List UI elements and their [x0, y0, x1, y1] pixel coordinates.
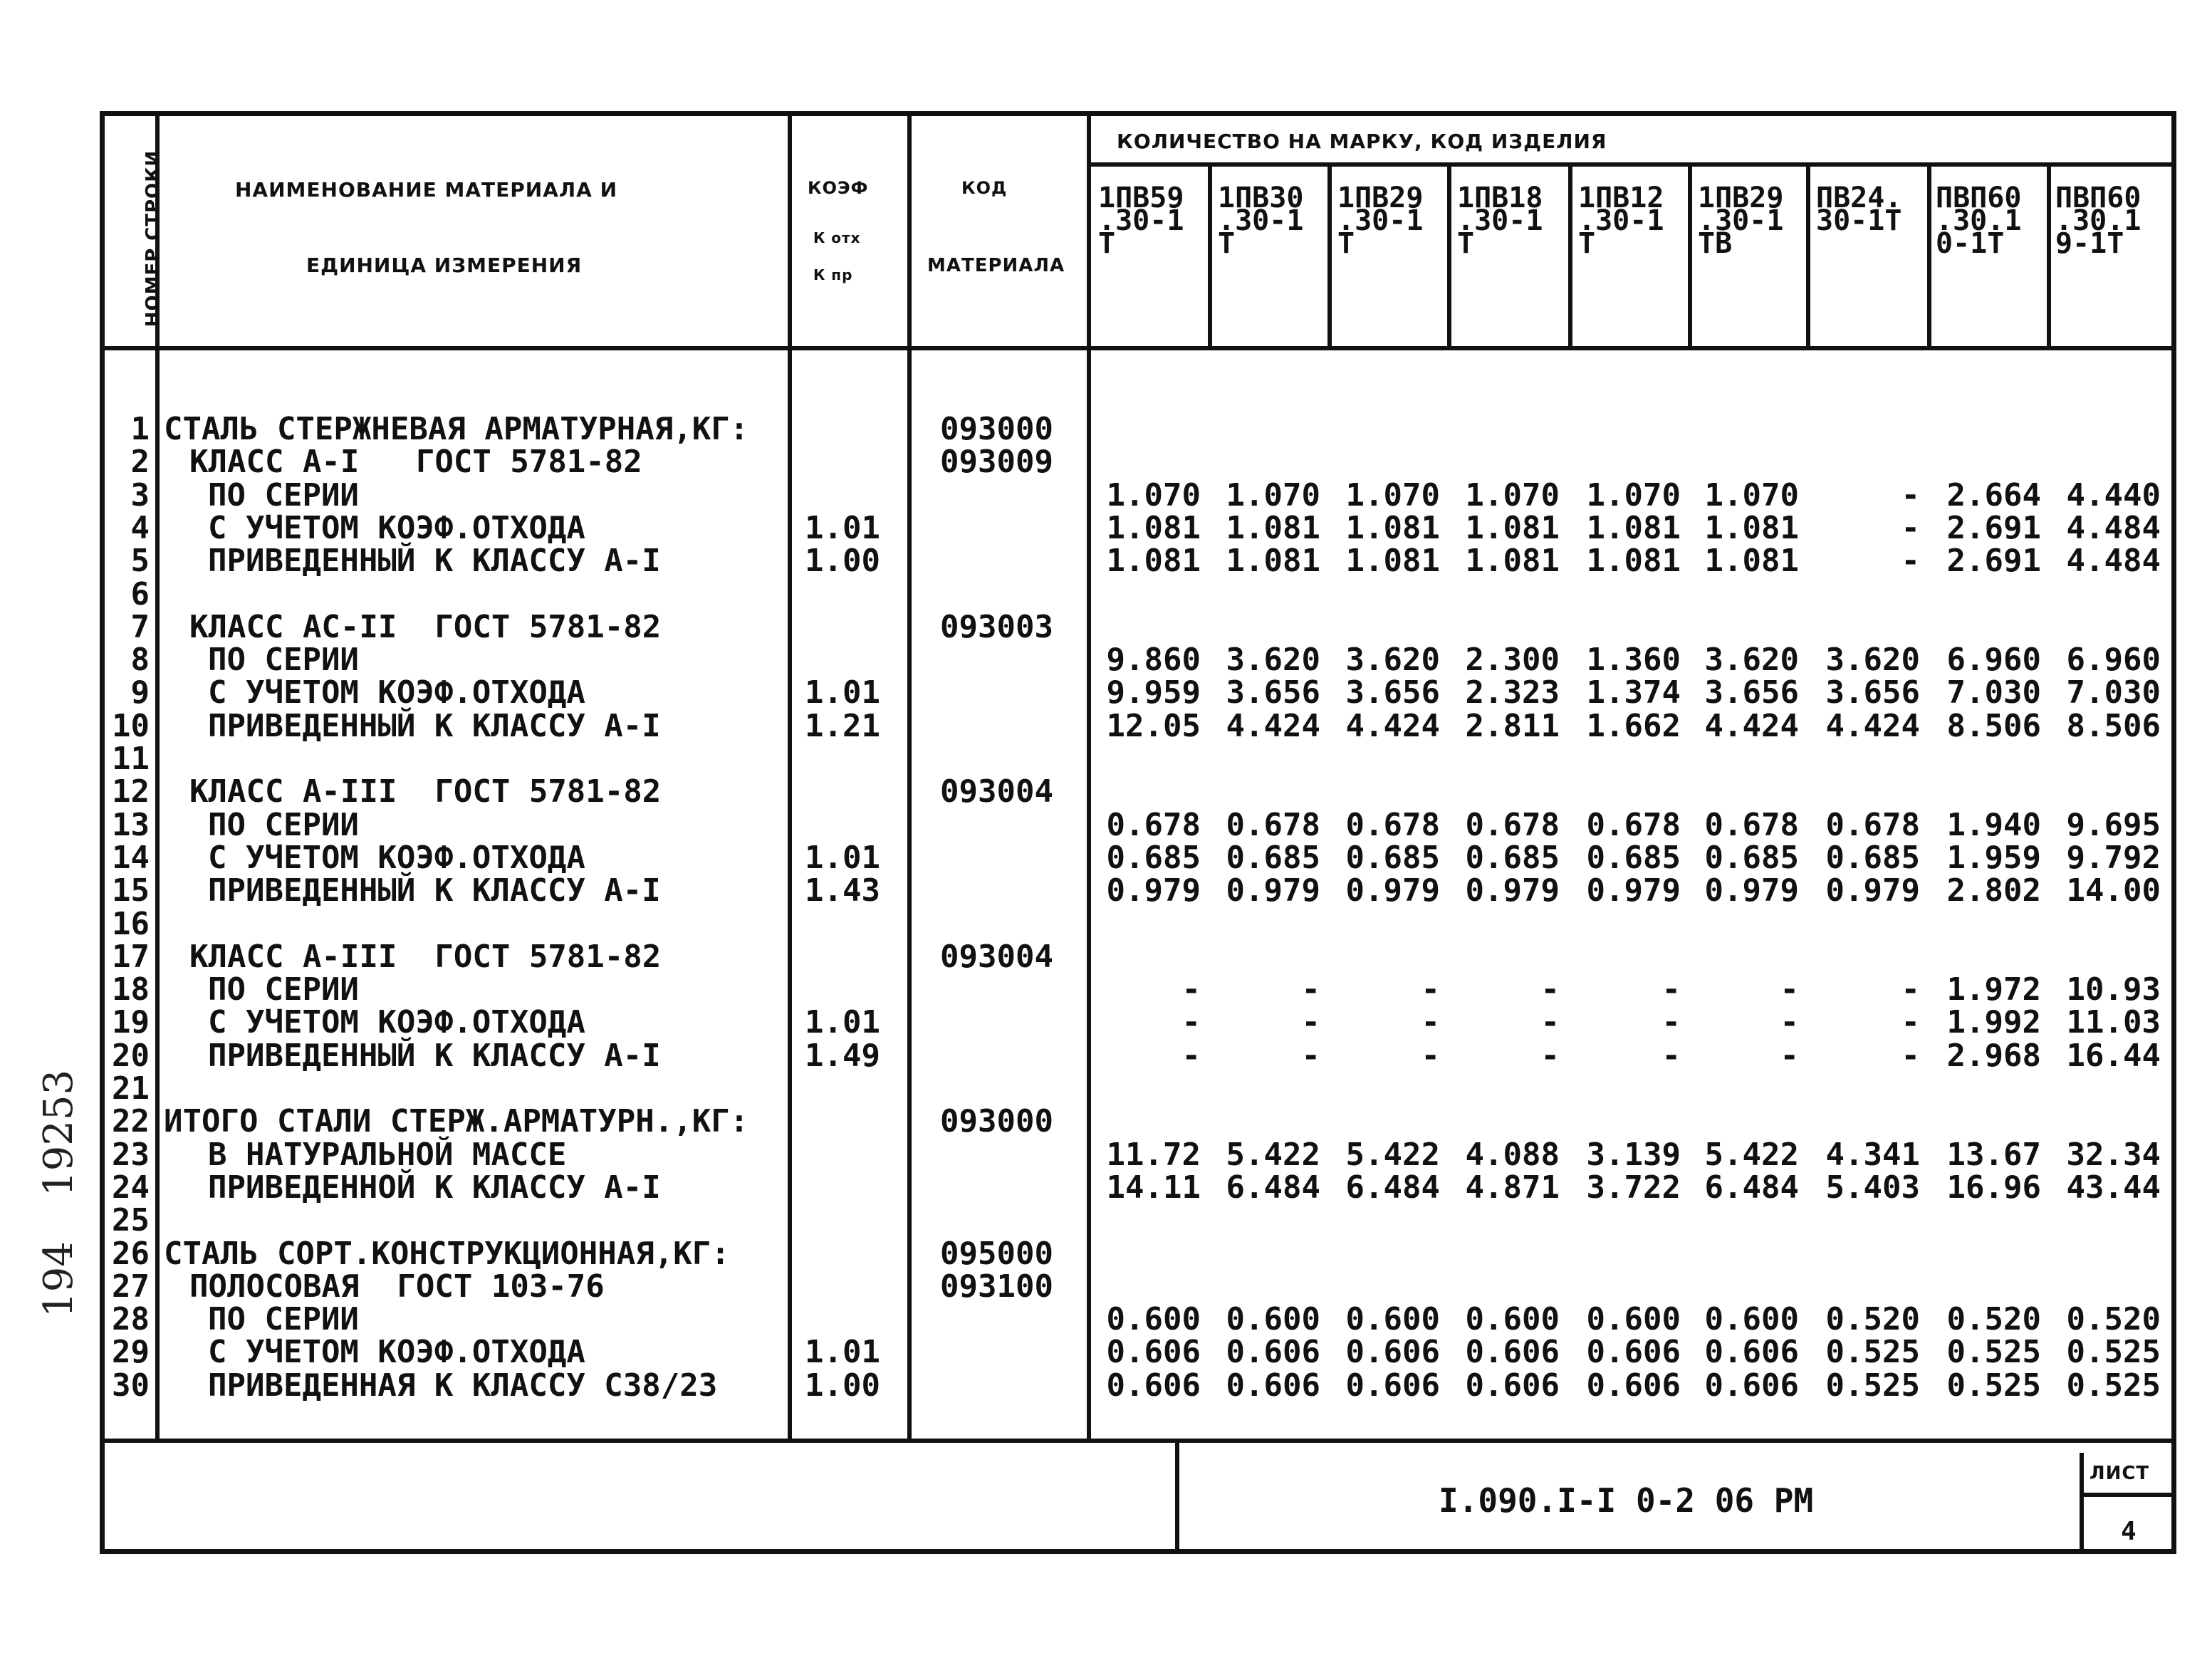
row-number: 15	[112, 872, 150, 909]
sheet-number: 4	[2121, 1517, 2137, 1546]
product-code-5: 1ПВ12 .30-1 Т	[1578, 182, 1664, 260]
material-name: В НАТУРАЛЬНОЙ МАССЕ	[208, 1136, 567, 1173]
product-code-2: 1ПВ30 .30-1 Т	[1218, 182, 1304, 260]
row-number: 19	[112, 1004, 150, 1041]
product-code-8: ПВП60 .30.1 0-1Т	[1936, 182, 2022, 260]
sheet-divider	[2080, 1453, 2084, 1554]
material-name: С УЧЕТОМ КОЭФ.ОТХОДА	[208, 509, 585, 546]
quantity-cell: 0.606	[1106, 1367, 1201, 1404]
quantity-cell: 14.11	[1106, 1169, 1201, 1206]
koef-value: 1.21	[805, 707, 880, 744]
quantity-cell: -	[1181, 971, 1201, 1008]
table-row	[0, 1105, 2212, 1138]
table-row	[0, 575, 2212, 612]
material-name: КЛАСС АС-II ГОСТ 5781-82	[189, 608, 662, 645]
quantity-cell: 0.678	[1345, 806, 1440, 843]
koef-value: 1.00	[805, 543, 880, 580]
product-code-9: ПВП60 .30.1 9-1Т	[2055, 182, 2141, 260]
row-number: 14	[112, 839, 150, 876]
row-number: 21	[112, 1070, 150, 1107]
quantity-cell: 2.691	[1946, 509, 2041, 546]
quantity-cell: 16.44	[2066, 1037, 2161, 1074]
material-name: ПРИВЕДЕННАЯ К КЛАССУ С38/23	[208, 1367, 718, 1404]
qty-col-line	[1447, 165, 1451, 348]
quantity-cell: 0.600	[1226, 1301, 1320, 1338]
quantity-cell: 1.992	[1946, 1004, 2041, 1041]
quantity-cell: 0.600	[1106, 1301, 1201, 1338]
table-row	[0, 707, 2212, 744]
quantity-cell: -	[1181, 1004, 1201, 1041]
quantity-cell: 1.081	[1704, 509, 1799, 546]
quantity-cell: 0.979	[1106, 872, 1201, 909]
quantity-cell: 11.72	[1106, 1136, 1201, 1173]
row-number: 3	[130, 476, 150, 513]
quantity-cell: 0.600	[1586, 1301, 1681, 1338]
row-number: 12	[112, 773, 150, 810]
quantity-cell: 0.525	[2066, 1367, 2161, 1404]
quantity-cell: 0.678	[1226, 806, 1320, 843]
quantity-cell: -	[1661, 971, 1681, 1008]
quantity-cell: 0.525	[1825, 1334, 1920, 1371]
material-name: ПРИВЕДЕННЫЙ К КЛАССУ А-I	[208, 707, 661, 744]
quantity-cell: -	[1901, 971, 1920, 1008]
table-row	[0, 743, 2212, 776]
qty-col-line	[1688, 165, 1692, 348]
quantity-cell: -	[1780, 1004, 1799, 1041]
quantity-cell: 0.606	[1106, 1334, 1201, 1371]
table-row	[0, 905, 2212, 942]
quantity-cell: 4.424	[1226, 707, 1320, 744]
quantity-cell: 0.979	[1345, 872, 1440, 909]
quantity-cell: 0.685	[1345, 839, 1440, 876]
quantity-cell: 4.871	[1465, 1169, 1560, 1206]
document-code: I.090.I-I 0-2 06 РМ	[1439, 1481, 1814, 1520]
table-row	[0, 806, 2212, 843]
quantity-cell: 3.620	[1226, 642, 1320, 679]
table-row	[0, 1006, 2212, 1039]
table-row	[0, 1303, 2212, 1336]
material-name: ПРИВЕДЕННОЙ К КЛАССУ А-I	[208, 1169, 661, 1206]
quantity-cell: 3.656	[1825, 674, 1920, 711]
material-name: С УЧЕТОМ КОЭФ.ОТХОДА	[208, 839, 585, 876]
product-code-7: ПВ24. 30-1Т	[1816, 182, 1902, 237]
table-row	[0, 839, 2212, 876]
quantity-cell: -	[1540, 971, 1560, 1008]
quantity-cell: 3.656	[1704, 674, 1799, 711]
quantity-cell: 0.979	[1226, 872, 1320, 909]
quantity-cell: -	[1301, 1037, 1320, 1074]
quantity-cell: 7.030	[2066, 674, 2161, 711]
quantity-cell: 1.081	[1226, 543, 1320, 580]
quantity-cell: 0.685	[1704, 839, 1799, 876]
table-row	[0, 1136, 2212, 1173]
row-number: 13	[112, 806, 150, 843]
quantity-cell: 0.606	[1704, 1334, 1799, 1371]
quantity-cell: 9.695	[2066, 806, 2161, 843]
quantity-cell: -	[1181, 1037, 1201, 1074]
quantity-cell: 3.139	[1586, 1136, 1681, 1173]
material-code: 093100	[940, 1268, 1053, 1305]
row-number: 28	[112, 1301, 150, 1338]
quantity-cell: 1.070	[1106, 476, 1201, 513]
quantity-cell: 9.792	[2066, 839, 2161, 876]
quantity-cell: 3.722	[1586, 1169, 1681, 1206]
qty-col-line	[1327, 165, 1332, 348]
quantity-cell: 10.93	[2066, 971, 2161, 1008]
quantity-cell: 3.656	[1226, 674, 1320, 711]
row-number: 2	[130, 444, 150, 481]
quantity-cell: 5.422	[1226, 1136, 1320, 1173]
row-number: 26	[112, 1235, 150, 1272]
quantity-cell: 5.422	[1345, 1136, 1440, 1173]
quantity-cell: 0.685	[1825, 839, 1920, 876]
row-number: 25	[112, 1202, 150, 1239]
table-row	[0, 476, 2212, 513]
quantity-cell: 0.525	[1825, 1367, 1920, 1404]
material-name: ПО СЕРИИ	[208, 476, 359, 513]
material-name: КЛАСС А-I ГОСТ 5781-82	[189, 444, 642, 481]
quantity-cell: 2.968	[1946, 1037, 2041, 1074]
row-number: 11	[112, 741, 150, 777]
quantity-cell: 0.606	[1465, 1334, 1560, 1371]
quantity-cell: 4.424	[1345, 707, 1440, 744]
table-row	[0, 1369, 2212, 1402]
row-number: 18	[112, 971, 150, 1008]
material-name: ПРИВЕДЕННЫЙ К КЛАССУ А-I	[208, 543, 661, 580]
material-name: ПО СЕРИИ	[208, 806, 359, 843]
koef-value: 1.01	[805, 839, 880, 876]
quantity-cell: 1.081	[1345, 543, 1440, 580]
table-row	[0, 971, 2212, 1008]
table-row	[0, 644, 2212, 677]
material-code: 093000	[940, 411, 1053, 447]
quantity-cell: -	[1901, 476, 1920, 513]
quantity-cell: 0.520	[1946, 1301, 2041, 1338]
material-name: СТАЛЬ СТЕРЖНЕВАЯ АРМАТУРНАЯ,КГ:	[164, 411, 749, 447]
quantity-cell: 6.960	[2066, 642, 2161, 679]
quantity-cell: 4.424	[1825, 707, 1920, 744]
quantity-cell: 3.620	[1345, 642, 1440, 679]
name-header-line1: НАИМЕНОВАНИЕ МАТЕРИАЛА И	[235, 178, 618, 202]
table-row	[0, 1235, 2212, 1272]
material-name: ПРИВЕДЕННЫЙ К КЛАССУ А-I	[208, 1037, 661, 1074]
material-code: 093009	[940, 444, 1053, 481]
row-number: 22	[112, 1103, 150, 1140]
material-name: СТАЛЬ СОРТ.КОНСТРУКЦИОННАЯ,КГ:	[164, 1235, 730, 1272]
sheet-label: ЛИСТ	[2090, 1463, 2150, 1484]
material-name: ПРИВЕДЕННЫЙ К КЛАССУ А-I	[208, 872, 661, 909]
quantity-cell: 0.520	[1825, 1301, 1920, 1338]
quantity-cell: 8.506	[2066, 707, 2161, 744]
quantity-cell: 0.525	[1946, 1334, 2041, 1371]
quantity-cell: 6.484	[1345, 1169, 1440, 1206]
product-code-6: 1ПВ29 .30-1 ТВ	[1698, 182, 1784, 260]
quantity-cell: 2.691	[1946, 543, 2041, 580]
quantity-cell: 0.979	[1586, 872, 1681, 909]
quantity-cell: 1.070	[1586, 476, 1681, 513]
material-name: ПО СЕРИИ	[208, 971, 359, 1008]
quantity-cell: 0.606	[1586, 1367, 1681, 1404]
koef-value: 1.00	[805, 1367, 880, 1404]
quantity-cell: 0.979	[1825, 872, 1920, 909]
quantity-cell: 1.374	[1586, 674, 1681, 711]
quantity-cell: 2.664	[1946, 476, 2041, 513]
koef-value: 1.43	[805, 872, 880, 909]
quantity-cell: -	[1540, 1004, 1560, 1041]
quantity-cell: 12.05	[1106, 707, 1201, 744]
material-name: С УЧЕТОМ КОЭФ.ОТХОДА	[208, 1004, 585, 1041]
table-row	[0, 413, 2212, 446]
code-header-line2: МАТЕРИАЛА	[927, 255, 1065, 276]
quantity-cell: 4.424	[1704, 707, 1799, 744]
qty-col-line	[1927, 165, 1931, 348]
row-number: 5	[130, 543, 150, 580]
quantity-cell: 8.506	[1946, 707, 2041, 744]
material-code: 093004	[940, 938, 1053, 975]
koef-value: 1.01	[805, 1004, 880, 1041]
titleblock-divider	[1175, 1439, 1179, 1554]
quantity-cell: 3.620	[1704, 642, 1799, 679]
quantity-cell: 1.662	[1586, 707, 1681, 744]
quantity-cell: 1.081	[1106, 509, 1201, 546]
quantity-cell: 1.081	[1704, 543, 1799, 580]
sheet-label-line	[2080, 1493, 2176, 1497]
quantity-cell: 0.606	[1345, 1367, 1440, 1404]
quantity-cell: 0.685	[1106, 839, 1201, 876]
row-number: 27	[112, 1268, 150, 1305]
quantity-cell: 6.484	[1226, 1169, 1320, 1206]
quantity-cell: 1.070	[1704, 476, 1799, 513]
material-code: 093000	[940, 1103, 1053, 1140]
row-number: 23	[112, 1136, 150, 1173]
material-name: ПО СЕРИИ	[208, 642, 359, 679]
quantity-cell: 11.03	[2066, 1004, 2161, 1041]
material-name: КЛАСС А-III ГОСТ 5781-82	[189, 938, 662, 975]
code-header-line1: КОД	[961, 178, 1008, 198]
quantity-cell: 0.525	[1946, 1367, 2041, 1404]
quantity-cell: 16.96	[1946, 1169, 2041, 1206]
row-number-header: НОМЕР СТРОКИ	[142, 150, 164, 328]
table-row	[0, 1204, 2212, 1237]
table-row	[0, 545, 2212, 578]
quantity-cell: -	[1780, 971, 1799, 1008]
material-name: С УЧЕТОМ КОЭФ.ОТХОДА	[208, 674, 585, 711]
product-code-3: 1ПВ29 .30-1 Т	[1337, 182, 1424, 260]
table-row	[0, 1037, 2212, 1074]
quantity-cell: -	[1301, 971, 1320, 1008]
row-number: 20	[112, 1037, 150, 1074]
quantity-cell: 0.606	[1465, 1367, 1560, 1404]
quantity-cell: 2.323	[1465, 674, 1560, 711]
quantity-cell: 0.979	[1465, 872, 1560, 909]
table-row	[0, 608, 2212, 645]
quantity-cell: 1.070	[1226, 476, 1320, 513]
koef-pr-header: К пр	[813, 266, 853, 283]
row-number: 4	[130, 509, 150, 546]
qty-col-line	[1568, 165, 1572, 348]
row-number: 7	[130, 608, 150, 645]
quantity-cell: -	[1901, 543, 1920, 580]
koef-value: 1.01	[805, 1334, 880, 1371]
quantity-cell: 4.484	[2066, 509, 2161, 546]
quantity-cell: 4.440	[2066, 476, 2161, 513]
koef-value: 1.01	[805, 509, 880, 546]
quantity-cell: 0.606	[1704, 1367, 1799, 1404]
quantity-cell: 5.422	[1704, 1136, 1799, 1173]
qty-header-line	[1087, 162, 2176, 167]
margin-note-page: 194	[36, 1241, 82, 1317]
quantity-cell: 0.600	[1704, 1301, 1799, 1338]
table-row	[0, 938, 2212, 975]
quantity-cell: 0.685	[1586, 839, 1681, 876]
quantity-cell: 0.678	[1465, 806, 1560, 843]
table-row	[0, 446, 2212, 479]
quantity-cell: 5.403	[1825, 1169, 1920, 1206]
quantity-cell: 0.606	[1226, 1367, 1320, 1404]
quantity-cell: 2.811	[1465, 707, 1560, 744]
quantity-cell: 1.360	[1586, 642, 1681, 679]
quantity-cell: 0.678	[1586, 806, 1681, 843]
table-row	[0, 872, 2212, 909]
quantity-cell: 1.070	[1465, 476, 1560, 513]
quantity-cell: 4.484	[2066, 543, 2161, 580]
quantity-cell: 9.959	[1106, 674, 1201, 711]
quantity-cell: 0.606	[1345, 1334, 1440, 1371]
quantity-cell: 7.030	[1946, 674, 2041, 711]
qty-col-line	[1208, 165, 1212, 348]
table-row	[0, 1171, 2212, 1204]
material-code: 095000	[940, 1235, 1053, 1272]
quantity-cell: 43.44	[2066, 1169, 2161, 1206]
material-name: ПО СЕРИИ	[208, 1301, 359, 1338]
material-name: ПОЛОСОВАЯ ГОСТ 103-76	[189, 1268, 605, 1305]
quantity-cell: 32.34	[2066, 1136, 2161, 1173]
quantity-cell: 3.620	[1825, 642, 1920, 679]
quantity-cell: 0.678	[1106, 806, 1201, 843]
quantity-cell: 3.656	[1345, 674, 1440, 711]
quantity-cell: -	[1661, 1004, 1681, 1041]
quantity-cell: 4.341	[1825, 1136, 1920, 1173]
row-number: 24	[112, 1169, 150, 1206]
quantity-cell: 1.972	[1946, 971, 2041, 1008]
quantity-cell: 0.685	[1465, 839, 1560, 876]
table-row	[0, 1270, 2212, 1303]
row-number: 1	[130, 411, 150, 447]
table-bottom-line	[100, 1439, 2176, 1443]
quantity-cell: 6.960	[1946, 642, 2041, 679]
quantity-cell: -	[1301, 1004, 1320, 1041]
row-number: 9	[130, 674, 150, 711]
qty-col-line	[2047, 165, 2051, 348]
quantity-cell: -	[1780, 1037, 1799, 1074]
quantity-cell: 0.606	[1226, 1334, 1320, 1371]
quantity-cell: 0.979	[1704, 872, 1799, 909]
row-number: 17	[112, 938, 150, 975]
row-number: 10	[112, 707, 150, 744]
row-number: 30	[112, 1367, 150, 1404]
quantity-cell: -	[1421, 971, 1440, 1008]
quantity-cell: 1.959	[1946, 839, 2041, 876]
quantity-cell: 1.081	[1586, 543, 1681, 580]
quantity-cell: 1.081	[1106, 543, 1201, 580]
quantity-cell: 0.525	[2066, 1334, 2161, 1371]
quantity-cell: 4.088	[1465, 1136, 1560, 1173]
quantity-cell: -	[1540, 1037, 1560, 1074]
quantity-cell: 1.940	[1946, 806, 2041, 843]
table-row	[0, 509, 2212, 546]
quantity-cell: 1.081	[1465, 543, 1560, 580]
quantity-cell: 1.081	[1586, 509, 1681, 546]
quantity-cell: 1.081	[1345, 509, 1440, 546]
row-number: 8	[130, 642, 150, 679]
quantity-cell: 2.802	[1946, 872, 2041, 909]
quantity-cell: -	[1901, 1004, 1920, 1041]
quantity-cell: 2.300	[1465, 642, 1560, 679]
koef-header: КОЭФ	[808, 178, 869, 198]
quantity-cell: 9.860	[1106, 642, 1201, 679]
quantity-cell: 0.685	[1226, 839, 1320, 876]
qty-header: КОЛИЧЕСТВО НА МАРКУ, КОД ИЗДЕЛИЯ	[1117, 130, 1607, 153]
table-row	[0, 1072, 2212, 1105]
qty-col-line	[1806, 165, 1810, 348]
row-number: 6	[130, 575, 150, 612]
table-row	[0, 674, 2212, 711]
quantity-cell: 13.67	[1946, 1136, 2041, 1173]
table-row	[0, 1336, 2212, 1369]
quantity-cell: -	[1421, 1037, 1440, 1074]
quantity-cell: 0.606	[1586, 1334, 1681, 1371]
quantity-cell: 0.600	[1465, 1301, 1560, 1338]
quantity-cell: 1.070	[1345, 476, 1440, 513]
koef-value: 1.01	[805, 674, 880, 711]
material-name: ИТОГО СТАЛИ СТЕРЖ.АРМАТУРН.,КГ:	[164, 1103, 749, 1140]
quantity-cell: 1.081	[1226, 509, 1320, 546]
quantity-cell: -	[1901, 509, 1920, 546]
quantity-cell: -	[1901, 1037, 1920, 1074]
quantity-cell: 0.678	[1704, 806, 1799, 843]
quantity-cell: 6.484	[1704, 1169, 1799, 1206]
table-row	[0, 773, 2212, 810]
header-bottom-line	[100, 346, 2176, 350]
row-number: 29	[112, 1334, 150, 1371]
material-code: 093004	[940, 773, 1053, 810]
quantity-cell: 0.600	[1345, 1301, 1440, 1338]
quantity-cell: 0.520	[2066, 1301, 2161, 1338]
row-number: 16	[112, 905, 150, 942]
material-code: 093003	[940, 608, 1053, 645]
koef-otx-header: К отх	[813, 229, 861, 246]
name-header-line2: ЕДИНИЦА ИЗМЕРЕНИЯ	[306, 254, 583, 277]
koef-value: 1.49	[805, 1037, 880, 1074]
product-code-1: 1ПВ59 .30-1 Т	[1098, 182, 1184, 260]
quantity-cell: 14.00	[2066, 872, 2161, 909]
material-name: КЛАСС А-III ГОСТ 5781-82	[189, 773, 662, 810]
product-code-4: 1ПВ18 .30-1 Т	[1457, 182, 1543, 260]
quantity-cell: -	[1661, 1037, 1681, 1074]
material-name: С УЧЕТОМ КОЭФ.ОТХОДА	[208, 1334, 585, 1371]
quantity-cell: -	[1421, 1004, 1440, 1041]
margin-note-inventory: 19253	[36, 1069, 82, 1196]
quantity-cell: 1.081	[1465, 509, 1560, 546]
quantity-cell: 0.678	[1825, 806, 1920, 843]
